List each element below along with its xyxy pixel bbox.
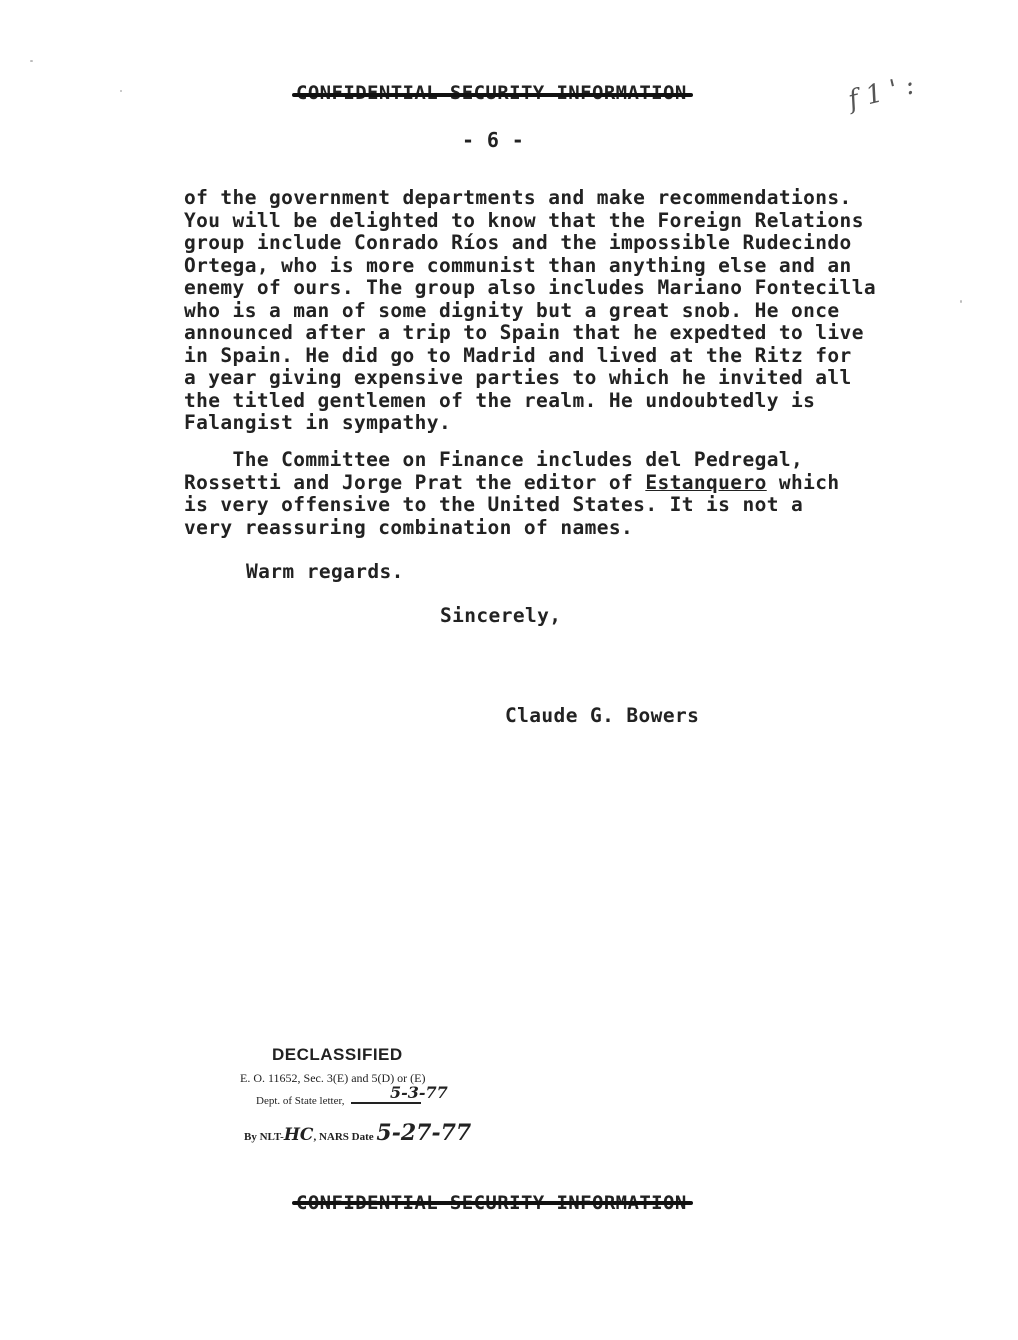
paragraph-2 [184, 449, 840, 539]
stamp-text: By NLT- [244, 1131, 284, 1143]
text-line: Ortega, who is more communist than anything else and an [184, 253, 852, 277]
declassified-stamp [240, 1045, 540, 1145]
text-segment: which [766, 470, 840, 494]
paragraph-1 [184, 187, 876, 435]
underlined-title: Estanquero [645, 470, 767, 494]
text-segment: Rossetti and Jorge Prat the editor of [184, 470, 646, 494]
text-line: Falangist in sympathy. [184, 411, 452, 434]
handwritten-initials: HC [283, 1125, 314, 1145]
paper-speck [120, 90, 122, 92]
text-line: who is a man of some dignity but a great snob. He once [184, 298, 840, 322]
corner-handwritten-mark: f 1 ' : [845, 70, 918, 116]
stamp-text: E. O. 11652, Sec. 3(E) and 5(D) or (E) [240, 1071, 426, 1085]
stamp-line-2 [256, 1095, 421, 1107]
handwritten-date: 5-3-77 [390, 1083, 448, 1102]
stamp-line-3 [244, 1120, 471, 1146]
handwritten-date: 5-27-77 [376, 1120, 472, 1146]
page-number: - 6 - [462, 128, 525, 152]
closing-line: Warm regards. [246, 560, 404, 583]
text-line: The Committee on Finance includes del Pedregal, [184, 448, 804, 471]
text-line: is very offensive to the United States. It is not a [184, 493, 804, 516]
stamp-text: Dept. of State letter, [256, 1095, 345, 1107]
scribble-line [351, 1102, 421, 1104]
text-line: in Spain. He did go to Madrid and lived at the Ritz for [184, 343, 852, 367]
text-line [184, 472, 840, 495]
header-classification [296, 82, 687, 104]
sincerely-line: Sincerely, [440, 604, 562, 627]
signature-name: Claude G. Bowers [505, 704, 700, 727]
text-line: announced after a trip to Spain that he expedted to live [184, 321, 864, 344]
stamp-title: DECLASSIFIED [272, 1045, 403, 1064]
text-line: of the government departments and make recommendations. [184, 186, 852, 209]
text-line: You will be delighted to know that the Foreign Relations [184, 208, 864, 232]
paper-speck [30, 60, 33, 62]
text-line: group include Conrado Ríos and the impossible Rudecindo [184, 231, 852, 254]
text-line: very reassuring combination of names. [184, 515, 634, 539]
text-line: the titled gentlemen of the realm. He undoubtedly is [184, 388, 816, 412]
footer-classification [296, 1192, 687, 1214]
paper-speck [960, 300, 962, 303]
text-line: a year giving expensive parties to which he invited all [184, 366, 852, 389]
stamp-text: , NARS Date [313, 1131, 374, 1143]
strikethrough-line [292, 93, 693, 97]
text-line: enemy of ours. The group also includes Mariano Fontecilla [184, 276, 876, 299]
strikethrough-line [292, 1201, 693, 1205]
